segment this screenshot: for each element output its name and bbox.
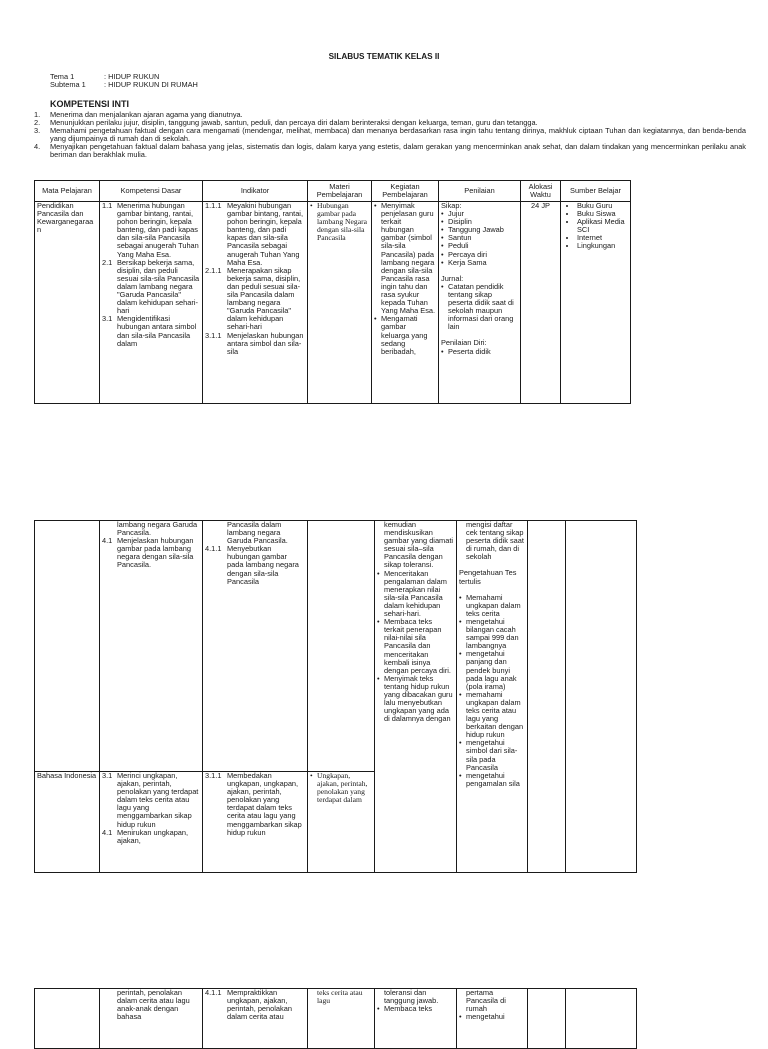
table-header-row: [35, 181, 631, 202]
cell-mapel: Bahasa Indonesia: [35, 772, 100, 873]
cell-materi: • Ungkapan, ajakan, perintah, penolakan yang terdapat dalam: [308, 772, 375, 873]
list-item: • Internet: [577, 234, 628, 242]
cell-materi: • Hubungan gambar pada lambang Negara dengan sila-sila Pancasila: [308, 202, 372, 404]
header-alokasi-waktu: Alokasi Waktu: [521, 181, 561, 202]
syllabus-table-page-1: [34, 180, 631, 404]
list-item: • Buku Guru: [577, 202, 628, 210]
cell-sumber-belajar: [566, 521, 637, 873]
theme-info: [50, 73, 198, 89]
header-kegiatan: Kegiatan Pembelajaran: [372, 181, 439, 202]
bullet-icon: •: [377, 568, 380, 578]
cell-kegiatan: kemudian mendiskusikan gambar yang diamati sesuai sila–sila Pancasila dengan sikap toleransi. • Menceritakan pengalaman dalam menerapkan nilai sila-sila Pancasila dalam kehidupan sehari-hari. • Membaca teks terkait penerapan nilai-nilai sila Pancasila dan menceritakan kembali isinya dengan percaya diri. • Menyimak teks tentang hidup rukun yang dibacakan guru lalu menyebutkan ungkapan yang ada di dalamnya dengan: [375, 521, 457, 873]
document-title: SILABUS TEMATIK KELAS II: [328, 52, 440, 61]
ki-item: 4. Menyajikan pengetahuan faktual dalam bahasa yang jelas, sistematis dan logis, dalam karya yang estetis, dalam gerakan yang mencerminkan anak sehat, dan dalam tindakan yang mencerminkan perilaku anak beriman dan berakhlak mulia.: [34, 142, 746, 160]
bullet-icon: •: [377, 673, 380, 683]
theme-value: : HIDUP RUKUN: [104, 72, 160, 81]
cell-indikator: 4.1.1 Mempraktikkan ungkapan, ajakan, perintah, penolakan dalam cerita atau: [203, 989, 308, 1049]
subtheme-value: : HIDUP RUKUN DI RUMAH: [104, 80, 198, 90]
subtheme-label: Subtema 1: [50, 80, 86, 90]
table-row: [35, 989, 637, 1049]
cell-materi: [308, 521, 375, 772]
cell-mapel: Pendidikan Pancasila dan Kewarganegaraan: [35, 202, 100, 404]
cell-indikator: 3.1.1 Membedakan ungkapan, ungkapan, ajakan, perintah, penolakan yang terdapat dalam teks cerita atau lagu yang menggambarkan sikap hidup rukun: [203, 772, 308, 873]
bullet-icon: •: [377, 1004, 380, 1014]
cell-alokasi-waktu: [528, 521, 566, 873]
header-sumber-belajar: Sumber Belajar: [561, 181, 631, 202]
cell-kompetensi-dasar: perintah, penolakan dalam cerita atau lagu anak-anak dengan bahasa: [100, 989, 203, 1049]
cell-alokasi-waktu: 24 JP: [521, 202, 561, 404]
cell-kegiatan: toleransi dan tanggung jawab. • Membaca teks: [375, 989, 457, 1049]
cell-mapel: [35, 521, 100, 772]
theme-label: Tema 1: [50, 72, 75, 81]
cell-kompetensi-dasar: lambang negara Garuda Pancasila. 4.1 Menjelaskan hubungan gambar pada lambang negara dengan sila-sila Pancasila.: [100, 521, 203, 772]
table-row: [35, 202, 631, 404]
table-row: [35, 521, 637, 772]
syllabus-table-page-2: [34, 520, 637, 873]
cell-mapel: [35, 989, 100, 1049]
cell-penilaian: pertama Pancasila di rumah • mengetahui: [457, 989, 528, 1049]
cell-sumber-belajar: [561, 202, 631, 404]
kompetensi-inti-list: [34, 111, 746, 160]
list-item: • Aplikasi Media SCI: [577, 218, 628, 234]
bullet-icon: •: [310, 771, 313, 780]
cell-penilaian: mengisi daftar cek tentang sikap peserta didik saat di rumah, dan di sekolah Pengetahuan Tes tertulis • Memahami ungkapan dalam teks cerita • mengetahui bilangan cacah sampai 999 dan lambangnya • mengetahui panjang dan pendek bunyi pada lagu anak (pola irama) • memahami ungkapan dalam teks cerita atau lagu yang berkaitan dengan hidup rukun • mengetahui simbol dari sila-sila pada Pancasila • mengetahui pengamalan sila: [457, 521, 528, 873]
header-penilaian: Penilaian: [439, 181, 521, 202]
cell-indikator: 1.1.1 Meyakini hubungan gambar bintang, rantai, pohon beringin, kepala banteng, dan padi kapas dan sila-sila Pancasila sebagai anugerah Tuhan Yang Maha Esa. 2.1.1 Menerapakan sikap bekerja sama, disiplin, dan peduli sesuai sila-sila Pancasila dalam lambang negara "Garuda Pancasila" dalam kehidupan sehari-hari 3.1.1 Menjelaskan hubungan antara simbol dan sila-sila: [203, 202, 308, 404]
header-materi: Materi Pembelajaran: [308, 181, 372, 202]
cell-alokasi-waktu: [528, 989, 566, 1049]
cell-kompetensi-dasar: 1.1 Menerima hubungan gambar bintang, rantai, pohon beringin, kepala banteng, dan padi kapas dan sila-sila Pancasila sebagai anugerah Tuhan Yang Maha Esa. 2.1 Bersikap bekerja sama, disiplin, dan peduli sesuai sila-sila Pancasila dalam lambang negara "Garuda Pancasila" dalam kehidupan sehari-hari 3.1 Mengidentifikasi hubungan antara simbol dan sila-sila Pancasila dalam: [100, 202, 203, 404]
list-item: • Lingkungan: [577, 242, 628, 250]
bullet-icon: •: [310, 201, 313, 210]
bullet-icon: •: [374, 201, 377, 210]
cell-sumber-belajar: [566, 989, 637, 1049]
subtheme-row: [50, 81, 198, 89]
cell-indikator: Pancasila dalam lambang negara Garuda Pancasila. 4.1.1 Menyebutkan hubungan gambar pada lambang negara dengan sila-sila Pancasila: [203, 521, 308, 772]
list-item: • Buku Siswa: [577, 210, 628, 218]
header-indikator: Indikator: [203, 181, 308, 202]
header-mata-pelajaran: Mata Pelajaran: [35, 181, 100, 202]
ki-item: 3. Memahami pengetahuan faktual dengan cara mengamati (mendengar, melihat, membaca) dan menanya berdasarkan rasa ingin tahu tentang dirinya, makhluk ciptaan Tuhan dan kegiatannya, dan benda-benda yang dijumpainya di rumah dan di sekolah.: [34, 126, 746, 144]
cell-penilaian: Sikap: • Jujur • Disiplin • Tanggung Jawab • Santun • Peduli • Percaya diri • Kerja Sama Jurnal: • Catatan pendidik tentang sikap peserta didik saat di sekolah maupun informasi dari orang lain Penilaian Diri: • Peserta didik: [439, 202, 521, 404]
header-kompetensi-dasar: Kompetensi Dasar: [100, 181, 203, 202]
ki-item: 1. Menerima dan menjalankan ajaran agama yang dianutnya.: [34, 110, 243, 119]
cell-kompetensi-dasar: 3.1 Merinci ungkapan, ajakan, perintah, penolakan yang terdapat dalam teks cerita atau lagu yang menggambarkan sikap hidup rukun 4.1 Menirukan ungkapan, ajakan,: [100, 772, 203, 873]
ki-item: 2. Menunjukkan perilaku jujur, disiplin, tanggung jawab, santun, peduli, dan percaya diri dalam berinteraksi dengan keluarga, teman, guru dan tetangga.: [34, 118, 538, 128]
kompetensi-inti-heading: KOMPETENSI INTI: [50, 99, 130, 109]
syllabus-table-page-3: [34, 988, 637, 1049]
bullet-icon: •: [374, 314, 377, 324]
cell-materi: teks cerita atau lagu: [308, 989, 375, 1049]
bullet-icon: •: [377, 617, 380, 627]
cell-kegiatan: • Menyimak penjelasan guru terkait hubungan gambar (simbol sila-sila Pancasila) pada lambang negara dengan sila-sila Pancasila rasa ingin tahu dan rasa syukur kepada Tuhan Yang Maha Esa. • Mengamati gambar keluarga yang sedang beribadah,: [372, 202, 439, 404]
